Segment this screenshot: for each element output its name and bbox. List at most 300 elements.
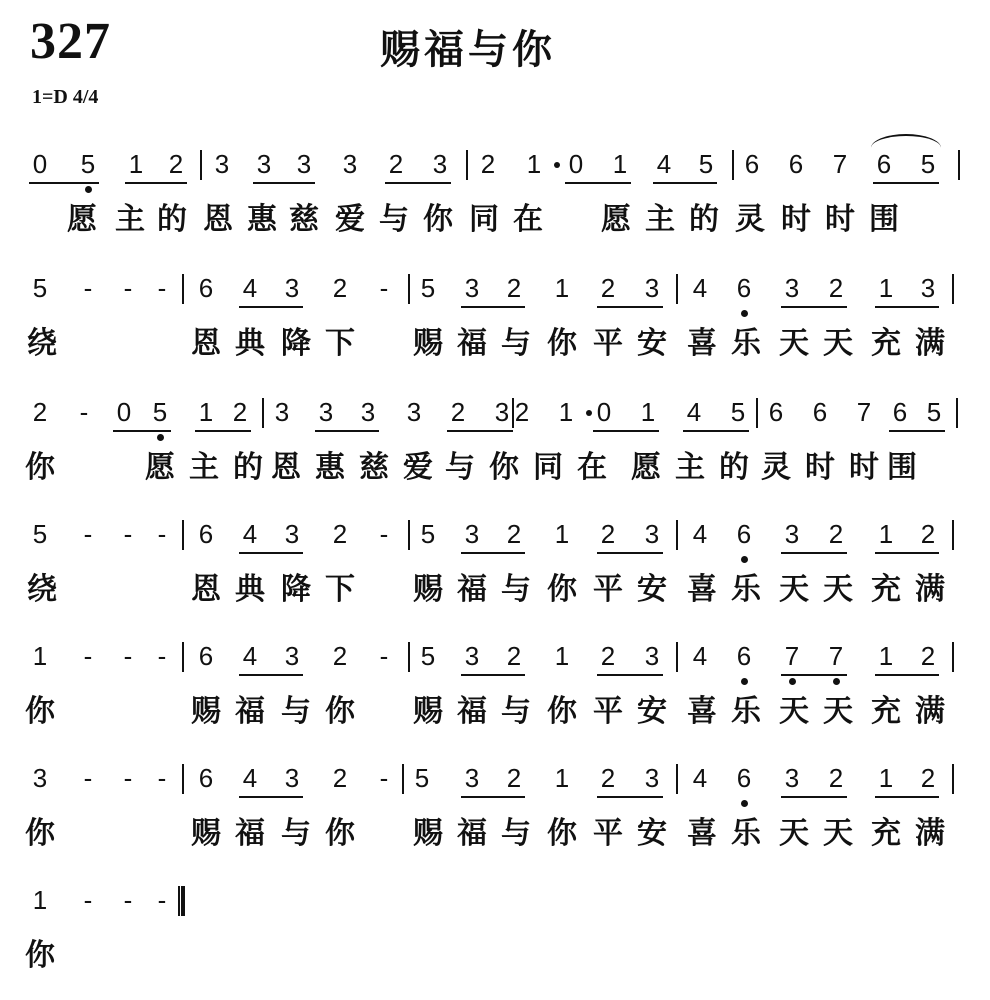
note: 2 (450, 397, 466, 427)
notation-system-6 (0, 760, 990, 870)
lyric-character: 天 (779, 572, 809, 607)
note: 6 (736, 641, 752, 671)
note: 2 (480, 149, 496, 179)
lyric-character: 乐 (731, 694, 761, 729)
note: 3 (284, 763, 300, 793)
note: 1 (128, 149, 144, 179)
note: 3 (644, 641, 660, 671)
lyric-character: 天 (823, 326, 853, 361)
lyric-character: 你 (489, 450, 519, 485)
lyric-character: 福 (457, 572, 487, 607)
note: 1 (612, 149, 628, 179)
note: 3 (784, 763, 800, 793)
beam-underline (875, 306, 939, 308)
note: 3 (644, 763, 660, 793)
lyric-character: 福 (457, 816, 487, 851)
lyric-character: 恩 (191, 572, 221, 607)
lyric-character: 爱 (403, 450, 433, 485)
barline (952, 520, 954, 550)
note: 5 (32, 273, 48, 303)
note: 1 (526, 149, 542, 179)
octave-dot-below (85, 186, 92, 193)
sustain-dash: - (83, 519, 93, 549)
lyric-character: 你 (423, 202, 453, 237)
lyric-character: 安 (637, 572, 667, 607)
note: 5 (32, 519, 48, 549)
lyric-character: 充 (871, 572, 901, 607)
note: 3 (406, 397, 422, 427)
note: 2 (600, 519, 616, 549)
beam-underline (461, 552, 525, 554)
note: 1 (558, 397, 574, 427)
lyric-character: 充 (871, 816, 901, 851)
lyric-character: 愿 (67, 202, 97, 237)
note: 5 (152, 397, 168, 427)
lyric-character: 愿 (145, 450, 175, 485)
beam-underline (239, 552, 303, 554)
note: 2 (600, 763, 616, 793)
beam-underline (875, 674, 939, 676)
lyric-character: 平 (593, 816, 623, 851)
note: 2 (600, 273, 616, 303)
note: 2 (828, 273, 844, 303)
beam-underline (781, 674, 847, 676)
note: 2 (506, 273, 522, 303)
note: 0 (116, 397, 132, 427)
beam-underline (781, 552, 847, 554)
beam-underline (593, 430, 659, 432)
barline (182, 642, 184, 672)
tie-slur (871, 134, 941, 148)
note: 3 (464, 763, 480, 793)
barline (200, 150, 202, 180)
note: 4 (692, 273, 708, 303)
lyric-character: 你 (25, 938, 55, 973)
lyric-character: 恩 (203, 202, 233, 237)
notation-system-1 (0, 146, 990, 256)
note: 3 (284, 641, 300, 671)
note: 3 (32, 763, 48, 793)
beam-underline (239, 674, 303, 676)
barline (408, 520, 410, 550)
barline (262, 398, 264, 428)
note: 4 (692, 763, 708, 793)
note: 0 (32, 149, 48, 179)
lyric-character: 你 (547, 694, 577, 729)
notation-system-7 (0, 882, 990, 992)
note: 6 (736, 519, 752, 549)
note: 5 (920, 149, 936, 179)
lyric-character: 主 (645, 202, 675, 237)
lyric-character: 你 (547, 326, 577, 361)
note: 5 (698, 149, 714, 179)
note: 5 (80, 149, 96, 179)
lyric-character: 爱 (335, 202, 365, 237)
sustain-dash: - (157, 519, 167, 549)
lyric-character: 你 (25, 694, 55, 729)
lyric-character: 安 (637, 694, 667, 729)
note: 2 (32, 397, 48, 427)
lyric-character: 天 (779, 816, 809, 851)
sustain-dash: - (157, 885, 167, 915)
note: 1 (32, 641, 48, 671)
note: 5 (926, 397, 942, 427)
note: 4 (242, 273, 258, 303)
beam-underline (873, 182, 939, 184)
song-title: 赐福与你 (380, 26, 556, 73)
lyric-character: 赐 (191, 816, 221, 851)
note: 6 (198, 273, 214, 303)
lyric-character: 喜 (687, 326, 717, 361)
lyric-character: 恩 (191, 326, 221, 361)
lyric-character: 福 (457, 326, 487, 361)
lyric-character: 下 (325, 572, 355, 607)
note: 5 (730, 397, 746, 427)
note: 3 (274, 397, 290, 427)
barline (402, 764, 404, 794)
lyric-character: 赐 (413, 816, 443, 851)
note: 6 (198, 763, 214, 793)
note: 5 (420, 273, 436, 303)
lyric-character: 满 (915, 694, 945, 729)
note: 0 (568, 149, 584, 179)
note: 1 (554, 641, 570, 671)
lyric-character: 同 (533, 450, 563, 485)
note: 4 (242, 763, 258, 793)
barline (958, 150, 960, 180)
note: 5 (414, 763, 430, 793)
lyric-character: 与 (445, 450, 475, 485)
note: 6 (198, 641, 214, 671)
beam-underline (683, 430, 749, 432)
lyric-character: 慈 (359, 450, 389, 485)
beam-underline (461, 306, 525, 308)
note: 2 (828, 763, 844, 793)
note: 7 (832, 149, 848, 179)
lyric-character: 典 (235, 572, 265, 607)
note: 7 (784, 641, 800, 671)
beam-underline (597, 796, 663, 798)
note: 6 (736, 273, 752, 303)
lyric-character: 时 (825, 202, 855, 237)
note: 3 (920, 273, 936, 303)
lyric-character: 与 (501, 572, 531, 607)
barline (676, 642, 678, 672)
beam-underline (253, 182, 315, 184)
beam-underline (875, 796, 939, 798)
barline (182, 764, 184, 794)
note: 3 (784, 519, 800, 549)
note: 6 (876, 149, 892, 179)
notation-system-4 (0, 516, 990, 626)
note: 5 (420, 519, 436, 549)
beam-underline (125, 182, 187, 184)
beam-underline (653, 182, 717, 184)
barline (676, 764, 678, 794)
note: 2 (506, 519, 522, 549)
lyric-character: 天 (779, 694, 809, 729)
note: 4 (686, 397, 702, 427)
barline (732, 150, 734, 180)
lyric-character: 惠 (247, 202, 277, 237)
note: 3 (464, 273, 480, 303)
barline (182, 520, 184, 550)
note: 1 (554, 273, 570, 303)
lyric-character: 降 (281, 326, 311, 361)
beam-underline (461, 674, 525, 676)
note: 6 (744, 149, 760, 179)
lyric-character: 福 (457, 694, 487, 729)
beam-underline (315, 430, 379, 432)
note: 1 (32, 885, 48, 915)
note: 3 (464, 641, 480, 671)
octave-dot-below (741, 800, 748, 807)
lyric-character: 你 (547, 572, 577, 607)
note: 3 (432, 149, 448, 179)
lyric-character: 你 (325, 816, 355, 851)
lyric-character: 乐 (731, 816, 761, 851)
sustain-dash: - (379, 273, 389, 303)
lyric-character: 同 (469, 202, 499, 237)
note: 3 (284, 519, 300, 549)
note: 3 (644, 519, 660, 549)
lyric-character: 慈 (289, 202, 319, 237)
sustain-dash: - (157, 273, 167, 303)
beam-underline (113, 430, 171, 432)
note: 7 (856, 397, 872, 427)
note: 2 (506, 763, 522, 793)
lyric-character: 的 (719, 450, 749, 485)
octave-dot-below (789, 678, 796, 685)
note: 2 (168, 149, 184, 179)
octave-dot-below (741, 556, 748, 563)
note: 2 (514, 397, 530, 427)
beam-underline (239, 796, 303, 798)
lyric-character: 你 (325, 694, 355, 729)
note: 3 (644, 273, 660, 303)
beam-underline (875, 552, 939, 554)
lyric-character: 福 (235, 816, 265, 851)
note: 1 (554, 763, 570, 793)
lyric-character: 愿 (631, 450, 661, 485)
sustain-dash: - (123, 885, 133, 915)
note: 2 (828, 519, 844, 549)
barline (952, 274, 954, 304)
sustain-dash: - (157, 641, 167, 671)
note: 2 (506, 641, 522, 671)
lyric-character: 喜 (687, 694, 717, 729)
lyric-character: 安 (637, 816, 667, 851)
note: 2 (920, 519, 936, 549)
note: 1 (878, 763, 894, 793)
final-barline (178, 886, 185, 916)
barline (408, 642, 410, 672)
lyric-character: 赐 (413, 572, 443, 607)
note: 3 (464, 519, 480, 549)
lyric-character: 平 (593, 694, 623, 729)
sustain-dash: - (123, 273, 133, 303)
note: 2 (332, 273, 348, 303)
lyric-character: 灵 (735, 202, 765, 237)
lyric-character: 恩 (271, 450, 301, 485)
beam-underline (447, 430, 513, 432)
lyric-character: 下 (325, 326, 355, 361)
note: 3 (360, 397, 376, 427)
sustain-dash: - (83, 885, 93, 915)
beam-underline (195, 430, 251, 432)
lyric-character: 主 (189, 450, 219, 485)
note: 1 (878, 273, 894, 303)
lyric-character: 赐 (413, 326, 443, 361)
lyric-character: 满 (915, 572, 945, 607)
note: 3 (342, 149, 358, 179)
lyric-character: 平 (593, 326, 623, 361)
lyric-character: 福 (235, 694, 265, 729)
barline (408, 274, 410, 304)
note: 7 (828, 641, 844, 671)
barline (756, 398, 758, 428)
sustain-dash: - (123, 519, 133, 549)
sustain-dash: - (123, 763, 133, 793)
sustain-dash: - (379, 641, 389, 671)
barline (952, 764, 954, 794)
lyric-character: 充 (871, 694, 901, 729)
note: 4 (242, 641, 258, 671)
lyric-character: 与 (501, 816, 531, 851)
lyric-character: 与 (501, 694, 531, 729)
octave-dot-below (741, 678, 748, 685)
lyric-character: 灵 (761, 450, 791, 485)
lyric-character: 平 (593, 572, 623, 607)
octave-dot-below (741, 310, 748, 317)
note: 6 (198, 519, 214, 549)
lyric-character: 乐 (731, 572, 761, 607)
sustain-dash: - (123, 641, 133, 671)
note: 6 (736, 763, 752, 793)
lyric-character: 的 (233, 450, 263, 485)
beam-underline (889, 430, 945, 432)
lyric-character: 赐 (191, 694, 221, 729)
lyric-character: 你 (547, 816, 577, 851)
lyric-character: 降 (281, 572, 311, 607)
note: 1 (198, 397, 214, 427)
note: 2 (600, 641, 616, 671)
note: 1 (640, 397, 656, 427)
note: 1 (878, 519, 894, 549)
barline (466, 150, 468, 180)
lyric-character: 乐 (731, 326, 761, 361)
lyric-character: 喜 (687, 816, 717, 851)
key-signature: 1=D 4/4 (32, 86, 99, 108)
note: 6 (812, 397, 828, 427)
note: 2 (332, 641, 348, 671)
note: 6 (768, 397, 784, 427)
lyric-character: 安 (637, 326, 667, 361)
lyric-character: 满 (915, 326, 945, 361)
lyric-character: 主 (115, 202, 145, 237)
note: 6 (892, 397, 908, 427)
beam-underline (597, 674, 663, 676)
note: 2 (388, 149, 404, 179)
note: 3 (256, 149, 272, 179)
notation-system-3 (0, 394, 990, 504)
sustain-dash: - (379, 519, 389, 549)
lyric-character: 满 (915, 816, 945, 851)
note: 1 (878, 641, 894, 671)
lyric-character: 绕 (27, 326, 57, 361)
note: 3 (784, 273, 800, 303)
lyric-character: 围 (887, 450, 917, 485)
barline (676, 274, 678, 304)
note: 4 (242, 519, 258, 549)
sustain-dash: - (157, 763, 167, 793)
sustain-dash: - (83, 273, 93, 303)
note: 3 (296, 149, 312, 179)
beam-underline (239, 306, 303, 308)
lyric-character: 喜 (687, 572, 717, 607)
note: 4 (692, 519, 708, 549)
beam-underline (781, 306, 847, 308)
barline (956, 398, 958, 428)
lyric-character: 与 (501, 326, 531, 361)
note: 4 (656, 149, 672, 179)
note: 6 (788, 149, 804, 179)
lyric-character: 时 (805, 450, 835, 485)
lyric-character: 典 (235, 326, 265, 361)
note: 2 (920, 641, 936, 671)
lyric-character: 的 (157, 202, 187, 237)
hymn-number: 327 (30, 13, 111, 70)
barline (182, 274, 184, 304)
sustain-dash: - (83, 641, 93, 671)
lyric-character: 你 (25, 816, 55, 851)
lyric-character: 天 (823, 694, 853, 729)
note: 2 (232, 397, 248, 427)
note: 2 (332, 763, 348, 793)
lyric-character: 充 (871, 326, 901, 361)
note: 2 (920, 763, 936, 793)
note: 3 (214, 149, 230, 179)
lyric-character: 赐 (413, 694, 443, 729)
octave-dot-below (157, 434, 164, 441)
sustain-dash: - (83, 763, 93, 793)
note: 0 (596, 397, 612, 427)
lyric-character: 与 (379, 202, 409, 237)
sustain-dash: - (379, 763, 389, 793)
beam-underline (597, 306, 663, 308)
beam-underline (461, 796, 525, 798)
lyric-character: 天 (779, 326, 809, 361)
lyric-character: 惠 (315, 450, 345, 485)
lyric-character: 主 (675, 450, 705, 485)
lyric-character: 天 (823, 572, 853, 607)
note: 5 (420, 641, 436, 671)
note: 3 (284, 273, 300, 303)
note: 1 (554, 519, 570, 549)
lyric-character: 愿 (601, 202, 631, 237)
octave-dot-below (833, 678, 840, 685)
barline (952, 642, 954, 672)
note: 3 (318, 397, 334, 427)
sustain-dash: - (79, 397, 89, 427)
beam-underline (385, 182, 451, 184)
beam-underline (781, 796, 847, 798)
lyric-character: 与 (281, 694, 311, 729)
lyric-character: 时 (781, 202, 811, 237)
lyric-character: 与 (281, 816, 311, 851)
beam-underline (597, 552, 663, 554)
note: 4 (692, 641, 708, 671)
